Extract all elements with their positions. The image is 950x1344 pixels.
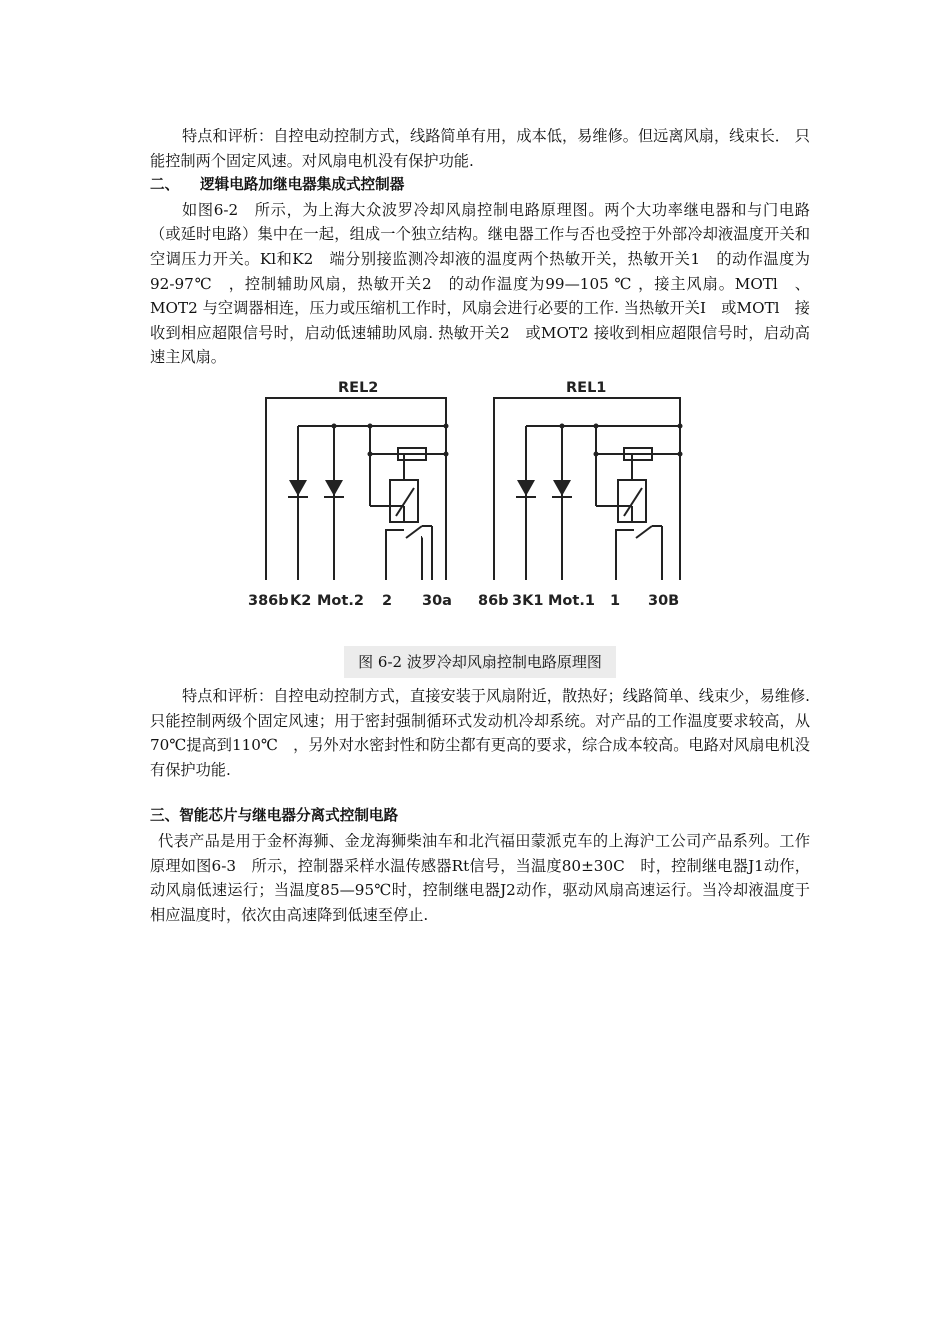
figure-caption: 图 6-2 波罗冷却风扇控制电路原理图 <box>344 646 616 678</box>
relay-label-rel2: REL2 <box>338 379 379 396</box>
paragraph-description: 如图6-2 所示，为上海大众波罗冷却风扇控制电路原理图。两个大功率继电器和与门电路（或延时电路）集中在一起，组成一个独立结构。继电器工作与否也受控于外部冷却液温度开关和空调压力开关。Kl和K2 端分别接监测冷却液的温度两个热敏开关，热敏开关1 的动作温度为92-97℃ ，控制辅助风扇，热敏开关2 的动作温度为99—105 ℃ ，接主风扇。MOTl 、MOT2 与空调器相连，压力或压缩机工作时，风扇会进行必要的工作. 当热敏开关I 或MOTl 接收到相应超限信号时，启动低速辅助风扇. 热敏开关2 或MOT2 接收到相应超限信号时，启动高速主风扇。 <box>150 200 810 367</box>
circuit-diagram <box>246 380 696 642</box>
paragraph-features-2: 特点和评析：自控电动控制方式，直接安装于风扇附近，散热好；线路简单、线束少，易维修. 只能控制两级个固定风速；用于密封强制循环式发动机冷却系统。对产品的工作温度要求较高，从70℃提高到110℃ ，另外对水密封性和防尘都有更高的要求，综合成本较高。电路对风扇电机没有保护功能. <box>150 686 810 779</box>
pin-label: Mot.2 <box>317 592 364 609</box>
pin-label: Mot.1 <box>548 592 595 609</box>
section-heading-3: 三、智能芯片与继电器分离式控制电路 <box>150 807 399 825</box>
left-relay-circuit <box>266 398 446 580</box>
pin-label: 3K1 <box>512 592 544 609</box>
right-relay-circuit <box>494 398 680 580</box>
spacer <box>150 782 810 804</box>
relay-label-rel1: REL1 <box>566 379 607 396</box>
document-body <box>150 124 810 927</box>
figure-caption-wrap <box>150 646 810 678</box>
left-diodes <box>289 480 343 496</box>
pin-label: 30B <box>648 592 680 609</box>
pin-label: 2 <box>382 592 393 609</box>
right-junctions <box>560 423 683 456</box>
paragraph-features-1: 特点和评析：自控电动控制方式，线路简单有用，成本低，易维修。但远离风扇，线束长． 只能控制两个固定风速。对风扇电机没有保护功能. <box>150 127 810 170</box>
pin-label: 86b <box>478 592 509 609</box>
circuit-figure <box>150 380 810 642</box>
right-diodes <box>517 480 571 496</box>
pin-label: 30a <box>422 592 452 609</box>
paragraph-products: 代表产品是用于金杯海狮、金龙海狮柴油车和北汽福田蒙派克车的上海沪工公司产品系列。工作原理如图6-3 所示，控制器采样水温传感器Rt信号，当温度80±30C 时，控制继电器J1动作，动风扇低速运行；当温度85—95℃时，控制继电器J2动作，驱动风扇高速运行。当冷却液温度于相应温度时，依次由高速降到低速至停止. <box>150 831 810 924</box>
section-number-2: 二、 <box>150 176 180 194</box>
section-heading-2 <box>150 173 810 198</box>
left-junctions <box>332 423 449 456</box>
left-relay-wire-cleanup <box>422 526 432 580</box>
pin-label: K2 <box>290 592 312 609</box>
pin-label: 386b <box>248 592 289 609</box>
section-title-2: 逻辑电路加继电器集成式控制器 <box>200 176 405 194</box>
pin-label: 1 <box>610 592 621 609</box>
